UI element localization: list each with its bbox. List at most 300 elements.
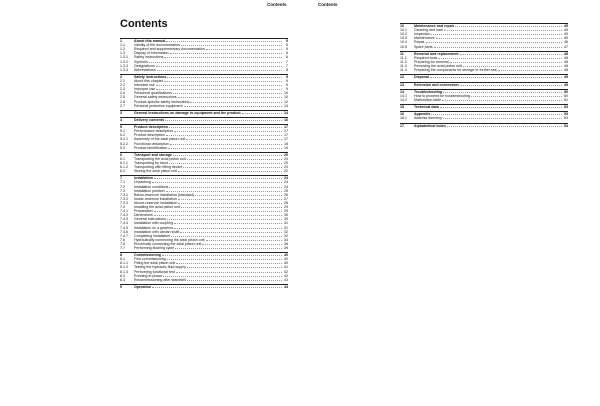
- toc-entry-page: 24: [284, 184, 288, 189]
- toc-leader-dots: [443, 91, 562, 93]
- toc-entry-page: 42: [284, 269, 288, 274]
- toc-leader-dots: [438, 57, 562, 59]
- toc-entry-page: 29: [284, 209, 288, 214]
- toc-entry-title: Preparation: [134, 209, 153, 214]
- toc-entry-title: Improper use: [134, 87, 156, 92]
- toc-entry-title: Display of information: [134, 51, 169, 56]
- toc-entry-page: 5: [286, 47, 288, 52]
- toc-entry-page: 8: [286, 67, 288, 72]
- toc-entry[interactable]: [400, 98, 568, 102]
- toc-entry-page: 17: [284, 137, 288, 142]
- toc-entry-number: 7: [120, 176, 122, 181]
- toc-entry-title: Inspection: [414, 32, 431, 37]
- toc-entry-title: Extension and conversion: [414, 82, 459, 87]
- toc-leader-dots: [242, 112, 282, 114]
- toc-entry-number: 3: [120, 110, 122, 115]
- toc-entry-page: 48: [564, 68, 568, 73]
- toc-entry-page: 19: [284, 145, 288, 150]
- toc-entry-page: 32: [284, 229, 288, 234]
- toc-entry-title: Appendix: [414, 112, 431, 117]
- toc-leader-dots: [498, 69, 562, 71]
- toc-entry-page: 20: [284, 165, 288, 170]
- toc-leader-dots: [436, 37, 562, 39]
- toc-leader-dots: [176, 271, 282, 273]
- toc-leader-dots: [149, 61, 282, 63]
- toc-entry-number: 1.1: [120, 43, 125, 48]
- toc-entry-title: General instructions on damage to equipment and the product: [134, 110, 241, 115]
- toc-leader-dots: [154, 214, 282, 216]
- toc-entry-number: 16.1: [400, 116, 407, 121]
- toc-entry-title: Installation: [134, 176, 153, 181]
- toc-entry-title: Malfunction table: [414, 97, 442, 102]
- toc-entry-page: 20: [284, 156, 288, 161]
- toc-entry-number: 7.4: [120, 205, 125, 210]
- toc-leader-dots: [167, 76, 282, 78]
- toc-entry-page: 22: [284, 169, 288, 174]
- toc-entry-title: Delivery contents: [134, 117, 164, 122]
- toc-entry-title: First commissioning: [134, 257, 166, 262]
- toc-entry-title: Technical data: [414, 105, 439, 110]
- toc-entry-page: 45: [564, 28, 568, 33]
- toc-entry-title: Abbreviations: [134, 67, 156, 72]
- toc-entry[interactable]: [400, 45, 568, 49]
- toc-entry-number: 5.2: [120, 133, 125, 138]
- toc-entry-number: 8.1.1: [120, 261, 128, 266]
- toc-entry-number: 5.2.2: [120, 141, 128, 146]
- toc-entry-page: 29: [284, 205, 288, 210]
- toc-leader-dots: [426, 41, 562, 43]
- toc-leader-dots: [178, 198, 282, 200]
- toc-entry-title: Troubleshooting: [414, 89, 443, 94]
- toc-leader-dots: [178, 170, 282, 172]
- toc-leader-dots: [442, 99, 562, 101]
- toc-entry-title: Product description: [134, 125, 168, 130]
- toc-leader-dots: [156, 65, 282, 67]
- toc-leader-dots: [178, 202, 282, 204]
- toc-entry-title: Maintenance and repair: [414, 24, 455, 29]
- toc-entry-number: 1: [120, 39, 122, 44]
- toc-entry-page: 47: [564, 44, 568, 49]
- toc-entry[interactable]: [120, 117, 288, 122]
- toc-leader-dots: [165, 119, 282, 121]
- toc-entry-page: 5: [286, 43, 288, 48]
- toc-entry[interactable]: [120, 278, 288, 282]
- toc-entry-number: 14: [400, 89, 404, 94]
- toc-entry-number: 1.3.1: [120, 55, 128, 60]
- toc-entry-page: 53: [564, 112, 568, 117]
- toc-leader-dots: [171, 235, 282, 237]
- toc-entry-page: 27: [284, 196, 288, 201]
- toc-entry-page: 32: [284, 233, 288, 238]
- toc-entry-number: 7.4.7: [120, 233, 128, 238]
- toc-entry-title: Installing the axial piston unit: [134, 205, 180, 210]
- toc-entry-number: 14.2: [400, 97, 407, 102]
- toc-leader-dots: [167, 218, 282, 220]
- toc-entry-title: Performance description: [134, 129, 173, 134]
- toc-entry-page: 10: [284, 91, 288, 96]
- toc-entry-page: 17: [284, 133, 288, 138]
- toc-entry-number: 7.4.3: [120, 217, 128, 222]
- toc-entry-number: 12: [400, 75, 404, 80]
- toc-entry[interactable]: [400, 82, 568, 87]
- toc-entry[interactable]: [120, 104, 288, 108]
- toc-entry-title: Testing the hydraulic fluid supply: [134, 265, 186, 270]
- page-title: Contents: [120, 18, 168, 30]
- toc-leader-dots: [190, 101, 282, 103]
- toc-entry-title: Transporting the axial piston unit: [134, 156, 186, 161]
- toc-leader-dots: [447, 125, 562, 127]
- toc-entry-page: 9: [286, 79, 288, 84]
- toc-entry-title: Transport and storage: [134, 152, 172, 157]
- toc-leader-dots: [163, 275, 282, 277]
- toc-leader-dots: [167, 258, 282, 260]
- toc-entry-number: 7.7: [120, 245, 125, 250]
- toc-entry-number: 11.1: [400, 55, 407, 60]
- toc-entry-title: Running-in phase: [134, 273, 163, 278]
- toc-leader-dots: [455, 25, 562, 27]
- toc-entry-title: Transporting by hand: [134, 161, 168, 165]
- toc-entry-number: 7.4.6: [120, 229, 128, 234]
- toc-leader-dots: [174, 130, 282, 132]
- toc-leader-dots: [169, 126, 282, 128]
- toc-right-column: [400, 21, 568, 128]
- toc-entry-title: Above-reservoir installation: [134, 200, 178, 205]
- toc-entry-number: 17: [400, 123, 404, 128]
- toc-leader-dots: [195, 194, 282, 196]
- toc-entry-page: 48: [564, 59, 568, 64]
- toc-entry-title: Inside-reservoir installation: [134, 196, 177, 201]
- toc-leader-dots: [431, 33, 562, 35]
- toc-entry-title: Personal protective equipment: [134, 103, 183, 108]
- header-right-label: Contents: [318, 2, 338, 7]
- toc-entry-title: Electrically connecting the axial piston unit: [134, 241, 202, 246]
- toc-leader-dots: [166, 40, 282, 42]
- toc-entry-page: 17: [284, 125, 288, 130]
- toc-leader-dots: [154, 210, 282, 212]
- toc-entry-title: Installation on a gearbox: [134, 225, 174, 230]
- toc-entry-page: 9: [286, 74, 288, 79]
- toc-entry[interactable]: [400, 68, 568, 72]
- toc-entry-number: 5.3: [120, 145, 125, 150]
- toc-entry-number: 11.3: [400, 64, 407, 69]
- toc-entry[interactable]: [400, 116, 568, 120]
- toc-entry-page: 6: [286, 55, 288, 60]
- toc-entry-title: Removing the axial piston unit: [414, 64, 462, 69]
- toc-entry-title: Product description: [134, 133, 165, 138]
- toc-leader-dots: [187, 279, 282, 281]
- toc-entry-number: 6.1.1: [120, 161, 128, 165]
- toc-entry-title: Personnel qualifications: [134, 91, 172, 96]
- toc-entry-page: 14: [284, 103, 288, 108]
- toc-entry-page: 28: [284, 200, 288, 205]
- toc-entry-number: 10.5: [400, 44, 407, 49]
- toc-entry-number: 1.3: [120, 51, 125, 56]
- toc-entry-number: 8: [120, 253, 122, 258]
- toc-entry-page: 31: [284, 225, 288, 230]
- toc-entry-title: Storing the axial piston unit: [134, 169, 178, 174]
- toc-leader-dots: [450, 61, 562, 63]
- toc-entry-title: Required tools: [414, 55, 438, 60]
- toc-entry-page: 46: [564, 40, 568, 45]
- toc-entry-page: 51: [564, 97, 568, 102]
- toc-entry-page: 44: [284, 284, 288, 289]
- toc-entry-page: 50: [564, 93, 568, 98]
- toc-entry-title: Validity of the documentation: [134, 43, 180, 48]
- toc-entry-number: 10.1: [400, 28, 407, 33]
- toc-entry-page: 34: [284, 237, 288, 242]
- toc-entry-title: Product-specific safety instructions: [134, 99, 190, 104]
- toc-entry-number: 8.2: [120, 273, 125, 278]
- toc-leader-dots: [187, 158, 282, 160]
- toc-entry-title: Intended use: [134, 83, 155, 88]
- toc-entry-page: 12: [284, 99, 288, 104]
- toc-leader-dots: [164, 80, 282, 82]
- toc-entry-number: 2.3: [120, 87, 125, 92]
- toc-entry-title: Disposal: [414, 75, 429, 80]
- toc-entry-title: General safety instructions: [134, 95, 177, 100]
- toc-leader-dots: [444, 29, 562, 31]
- toc-entry-number: 6.1.2: [120, 165, 128, 170]
- toc-entry-page: 40: [284, 253, 288, 258]
- toc-entry-title: How to proceed for troubleshooting: [414, 93, 470, 98]
- toc-entry-title: Below-reservoir installation (standard): [134, 192, 195, 197]
- toc-entry-title: Required and supplementary documentation: [134, 47, 205, 52]
- toc-entry-page: 24: [284, 176, 288, 181]
- toc-leader-dots: [152, 181, 282, 183]
- toc-entry-number: 16: [400, 112, 404, 117]
- toc-entry-number: 8.1: [120, 257, 125, 262]
- toc-leader-dots: [166, 190, 282, 192]
- toc-entry-page: 43: [284, 277, 288, 282]
- toc-entry-page: 9: [286, 87, 288, 92]
- toc-leader-dots: [152, 286, 282, 288]
- toc-entry-page: 46: [564, 36, 568, 41]
- toc-left-column: [120, 36, 288, 289]
- toc-entry-title: Preparing for removal: [414, 59, 449, 64]
- toc-entry[interactable]: [400, 74, 568, 79]
- toc-entry-number: 5.1: [120, 129, 125, 134]
- toc-entry-number: 8.1.2: [120, 265, 128, 270]
- toc-entry-number: 7.1: [120, 180, 125, 185]
- toc-leader-dots: [460, 53, 562, 55]
- toc-leader-dots: [186, 138, 282, 140]
- toc-entry-number: 7.3.1: [120, 192, 128, 197]
- toc-entry-page: 49: [564, 75, 568, 80]
- toc-entry-title: Safety instructions: [134, 74, 167, 79]
- toc-entry-title: Performing flushing cycle: [134, 245, 175, 250]
- toc-leader-dots: [206, 239, 282, 241]
- toc-entry-number: 7.3: [120, 188, 125, 193]
- toc-entry-page: 25: [284, 188, 288, 193]
- toc-entry-page: 26: [284, 192, 288, 197]
- toc-entry-number: 6.1: [120, 156, 125, 161]
- toc-entry-title: Operation: [134, 284, 151, 289]
- toc-leader-dots: [157, 69, 282, 71]
- toc-leader-dots: [169, 186, 282, 188]
- toc-entry-number: 11: [400, 51, 404, 56]
- toc-entry-number: 10.3: [400, 36, 407, 41]
- toc-entry-title: Installation with cardan shaft: [134, 229, 180, 234]
- toc-entry-number: 5.2.1: [120, 137, 128, 142]
- toc-leader-dots: [471, 95, 562, 97]
- toc-leader-dots: [175, 247, 282, 249]
- toc-entry-page: 39: [284, 245, 288, 250]
- toc-entry-number: 10.2: [400, 32, 407, 37]
- toc-leader-dots: [431, 113, 562, 115]
- toc-leader-dots: [443, 117, 562, 119]
- toc-entry-number: 8.3: [120, 277, 125, 282]
- toc-leader-dots: [173, 154, 282, 156]
- toc-entry-title: Repair: [414, 40, 425, 45]
- header-left-label: Contents: [267, 2, 287, 7]
- toc-entry-number: 6.2: [120, 169, 125, 174]
- toc-entry-title: Designations: [134, 63, 155, 68]
- toc-entry-page: 16: [284, 117, 288, 122]
- toc-entry-page: 50: [564, 89, 568, 94]
- toc-entry[interactable]: [120, 110, 288, 115]
- toc-leader-dots: [184, 105, 282, 107]
- toc-leader-dots: [183, 166, 282, 168]
- toc-entry-title: Removal and replacement: [414, 51, 459, 56]
- toc-leader-dots: [187, 266, 282, 268]
- toc-entry[interactable]: [120, 246, 288, 250]
- toc-entry-number: 13: [400, 82, 404, 87]
- toc-entry-page: 9: [286, 83, 288, 88]
- toc-leader-dots: [460, 84, 562, 86]
- toc-entry-title: Address directory: [414, 116, 442, 121]
- toc-entry-number: 2.4: [120, 91, 125, 96]
- toc-entry-number: 15: [400, 105, 404, 110]
- toc-entry-title: Installation position: [134, 188, 165, 193]
- toc-entry-title: Functional description: [134, 141, 169, 146]
- toc-leader-dots: [156, 84, 282, 86]
- toc-entry-title: Symbols: [134, 59, 148, 64]
- toc-entry-title: Maintenance: [414, 36, 435, 41]
- toc-entry-page: 7: [286, 59, 288, 64]
- toc-entry-page: 40: [284, 257, 288, 262]
- toc-entry[interactable]: [120, 169, 288, 173]
- toc-entry-page: 5: [286, 39, 288, 44]
- toc-entry[interactable]: [120, 68, 288, 72]
- toc-entry-title: About this manual: [134, 39, 166, 44]
- toc-entry[interactable]: [400, 123, 568, 128]
- toc-entry-title: Dimensions: [134, 213, 153, 218]
- toc-entry-number: 7.5: [120, 237, 125, 242]
- toc-entry-page: 24: [284, 180, 288, 185]
- toc-entry-number: 9: [120, 284, 122, 289]
- toc-entry-number: 7.3.3: [120, 200, 128, 205]
- toc-entry-title: About this chapter: [134, 79, 163, 84]
- toc-entry-page: 30: [284, 213, 288, 218]
- toc-entry-title: Hydraulically connecting the axial piston unit: [134, 237, 205, 242]
- toc-entry-number: 7.2: [120, 184, 125, 189]
- toc-entry-title: Filling the axial piston unit: [134, 261, 176, 266]
- toc-entry-title: Safety instructions: [134, 55, 164, 60]
- toc-entry-number: 2: [120, 74, 122, 79]
- toc-leader-dots: [202, 243, 282, 245]
- toc-entry-number: 2.5: [120, 95, 125, 100]
- toc-entry-number: 8.1.3: [120, 269, 128, 274]
- toc-entry[interactable]: [120, 284, 288, 289]
- toc-entry-page: 18: [284, 141, 288, 146]
- toc-entry-page: 48: [564, 64, 568, 69]
- toc-entry-title: Commissioning: [134, 253, 161, 258]
- toc-entry-page: 6: [286, 51, 288, 56]
- toc-entry-title: General instructions: [134, 217, 166, 222]
- toc-entry-number: 2.7: [120, 103, 125, 108]
- toc-entry-page: 17: [284, 129, 288, 134]
- toc-leader-dots: [170, 52, 282, 54]
- toc-entry-page: 10: [284, 95, 288, 100]
- toc-entry-title: Spare parts: [414, 44, 433, 49]
- toc-entry-title: Unpacking: [134, 180, 151, 185]
- toc-leader-dots: [173, 92, 282, 94]
- toc-entry-title: Performing functional test: [134, 269, 175, 274]
- toc-entry-page: 30: [284, 217, 288, 222]
- toc-leader-dots: [178, 96, 282, 98]
- toc-entry-number: 11.4: [400, 68, 407, 73]
- toc-entry-number: 1.3.2: [120, 59, 128, 64]
- toc-leader-dots: [166, 134, 282, 136]
- toc-leader-dots: [440, 106, 562, 108]
- toc-leader-dots: [154, 177, 282, 179]
- toc-entry-title: Recommissioning after standstill: [134, 277, 186, 282]
- toc-entry-number: 7.4.2: [120, 213, 128, 218]
- toc-entry-number: 5: [120, 125, 122, 130]
- toc-entry-number: 7.3.2: [120, 196, 128, 201]
- toc-entry-title: Installation with coupling: [134, 221, 173, 226]
- toc-entry-number: 2.6: [120, 99, 125, 104]
- toc-entry-number: 7.4.5: [120, 225, 128, 230]
- toc-entry-number: 1.2: [120, 47, 125, 52]
- toc-entry-number: 7.4.4: [120, 221, 128, 226]
- toc-entry-title: Transporting with lifting device: [134, 165, 183, 170]
- toc-entry-page: 38: [284, 241, 288, 246]
- toc-leader-dots: [430, 76, 562, 78]
- toc-leader-dots: [170, 143, 282, 145]
- toc-entry-page: 48: [564, 51, 568, 56]
- toc-entry-page: 20: [284, 161, 288, 165]
- toc-leader-dots: [174, 222, 282, 224]
- toc-leader-dots: [174, 227, 282, 229]
- toc-entry-page: 49: [564, 82, 568, 87]
- toc-entry-page: 42: [284, 273, 288, 278]
- toc-entry-page: 40: [284, 261, 288, 266]
- toc-entry-title: Preparing the components for storage or further use: [414, 68, 497, 73]
- toc-entry-page: 7: [286, 63, 288, 68]
- toc-entry-title: Product identification: [134, 145, 168, 150]
- toc-entry-number: 11.2: [400, 59, 407, 64]
- toc-leader-dots: [162, 254, 282, 256]
- toc-entry[interactable]: [400, 104, 568, 109]
- toc-entry-title: Cleaning and care: [414, 28, 444, 33]
- toc-leader-dots: [180, 231, 282, 233]
- toc-entry-number: 14.1: [400, 93, 407, 98]
- toc-entry-page: 45: [564, 24, 568, 29]
- toc-entry[interactable]: [120, 146, 288, 150]
- toc-entry-number: 10: [400, 24, 404, 29]
- toc-entry-number: 2.2: [120, 83, 125, 88]
- toc-entry-number: 10.4: [400, 40, 407, 45]
- toc-entry-number: 1.3.3: [120, 63, 128, 68]
- toc-entry-page: 20: [284, 152, 288, 157]
- toc-leader-dots: [206, 48, 282, 50]
- toc-entry-title: Alphabetical index: [414, 123, 446, 128]
- toc-entry-page: 54: [564, 123, 568, 128]
- toc-leader-dots: [181, 44, 282, 46]
- toc-entry-number: 2.1: [120, 79, 125, 84]
- toc-entry-page: 53: [564, 116, 568, 121]
